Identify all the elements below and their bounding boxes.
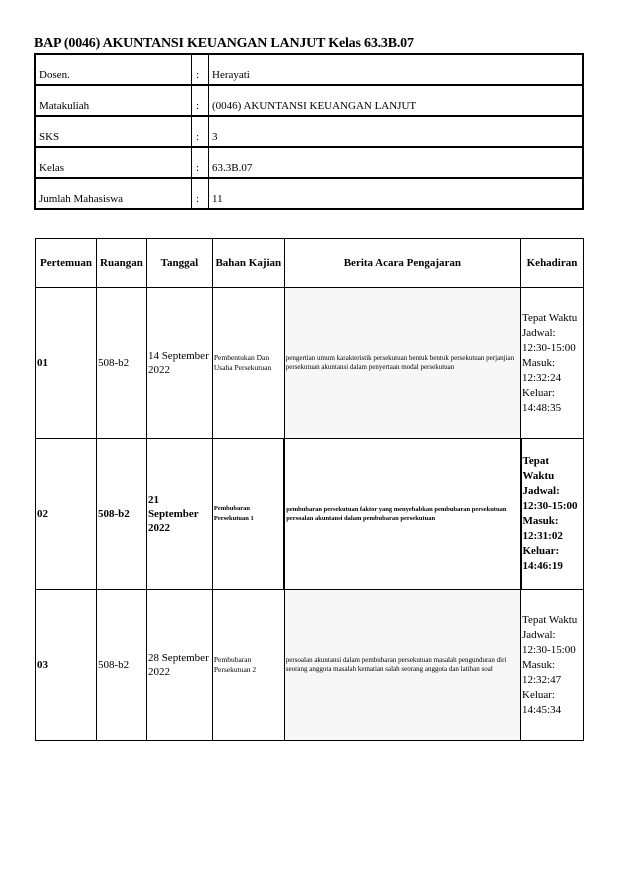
table-header-row (36, 239, 584, 288)
info-row-matakuliah (35, 85, 583, 116)
info-separator: : (192, 116, 209, 147)
report-cell: persoalan akuntansi dalam pembubaran persekutuan masalah pengunduran diri seorang anggota masalah kematian salah seorang anggota dan latihan soal (284, 590, 520, 741)
room-cell: 508-b2 (96, 590, 146, 741)
meeting-number: 03 (36, 590, 97, 741)
attendance-cell: Tepat Waktu Jadwal: 12:30-15:00 Masuk: 12:31:02 Keluar: 14:46:19 (521, 439, 584, 590)
material-cell: Pembentukan Dan Usaha Persekutuan (212, 288, 284, 439)
info-label: Matakuliah (35, 85, 192, 116)
attendance-cell: Tepat Waktu Jadwal: 12:30-15:00 Masuk: 12:32:47 Keluar: 14:45:34 (521, 590, 584, 741)
info-label: Jumlah Mahasiswa (35, 178, 192, 209)
attendance-cell: Tepat Waktu Jadwal: 12:30-15:00 Masuk: 12:32:24 Keluar: 14:48:35 (521, 288, 584, 439)
table-row (36, 590, 584, 741)
course-info-table (34, 53, 584, 210)
meeting-number: 02 (36, 439, 97, 590)
report-cell: pembubaran persekutuan faktor yang menyebabkan pembubaran persekutuan persoalan akuntansi dalam pembubaran persekutuan (284, 439, 520, 590)
meeting-number: 01 (36, 288, 97, 439)
info-separator: : (192, 147, 209, 178)
info-label: Dosen. (35, 54, 192, 85)
info-label: SKS (35, 116, 192, 147)
document-title: BAP (0046) AKUNTANSI KEUANGAN LANJUT Kelas 63.3B.07 (34, 36, 414, 51)
info-row-sks (35, 116, 583, 147)
info-value: Herayati (209, 54, 584, 85)
room-cell: 508-b2 (96, 288, 146, 439)
info-row-kelas (35, 147, 583, 178)
material-cell: Pembubaran Persekutuan 2 (212, 590, 284, 741)
info-value: 63.3B.07 (209, 147, 584, 178)
date-cell: 21 September 2022 (146, 439, 212, 590)
info-label: Kelas (35, 147, 192, 178)
info-row-dosen (35, 54, 583, 85)
room-cell: 508-b2 (96, 439, 146, 590)
material-cell: Pembubaran Persekutuan 1 (212, 439, 284, 590)
report-cell: pengertian umum karakteristik persekutuan bentuk bentuk persekutuan perjanjian persekutuan akuntansi dalam penyertaan modal persekutuan (284, 288, 520, 439)
header-tanggal: Tanggal (146, 239, 212, 288)
info-value: (0046) AKUNTANSI KEUANGAN LANJUT (209, 85, 584, 116)
info-separator: : (192, 178, 209, 209)
header-ruangan: Ruangan (96, 239, 146, 288)
header-pertemuan: Pertemuan (36, 239, 97, 288)
info-separator: : (192, 85, 209, 116)
header-bahan-kajian: Bahan Kajian (212, 239, 284, 288)
date-cell: 14 September 2022 (146, 288, 212, 439)
teaching-record-table (35, 238, 584, 741)
table-row (36, 288, 584, 439)
table-row (36, 439, 584, 590)
info-value: 11 (209, 178, 584, 209)
date-cell: 28 September 2022 (146, 590, 212, 741)
info-value: 3 (209, 116, 584, 147)
header-kehadiran: Kehadiran (521, 239, 584, 288)
info-separator: : (192, 54, 209, 85)
info-row-jumlah-mahasiswa (35, 178, 583, 209)
header-berita-acara: Berita Acara Pengajaran (284, 239, 520, 288)
